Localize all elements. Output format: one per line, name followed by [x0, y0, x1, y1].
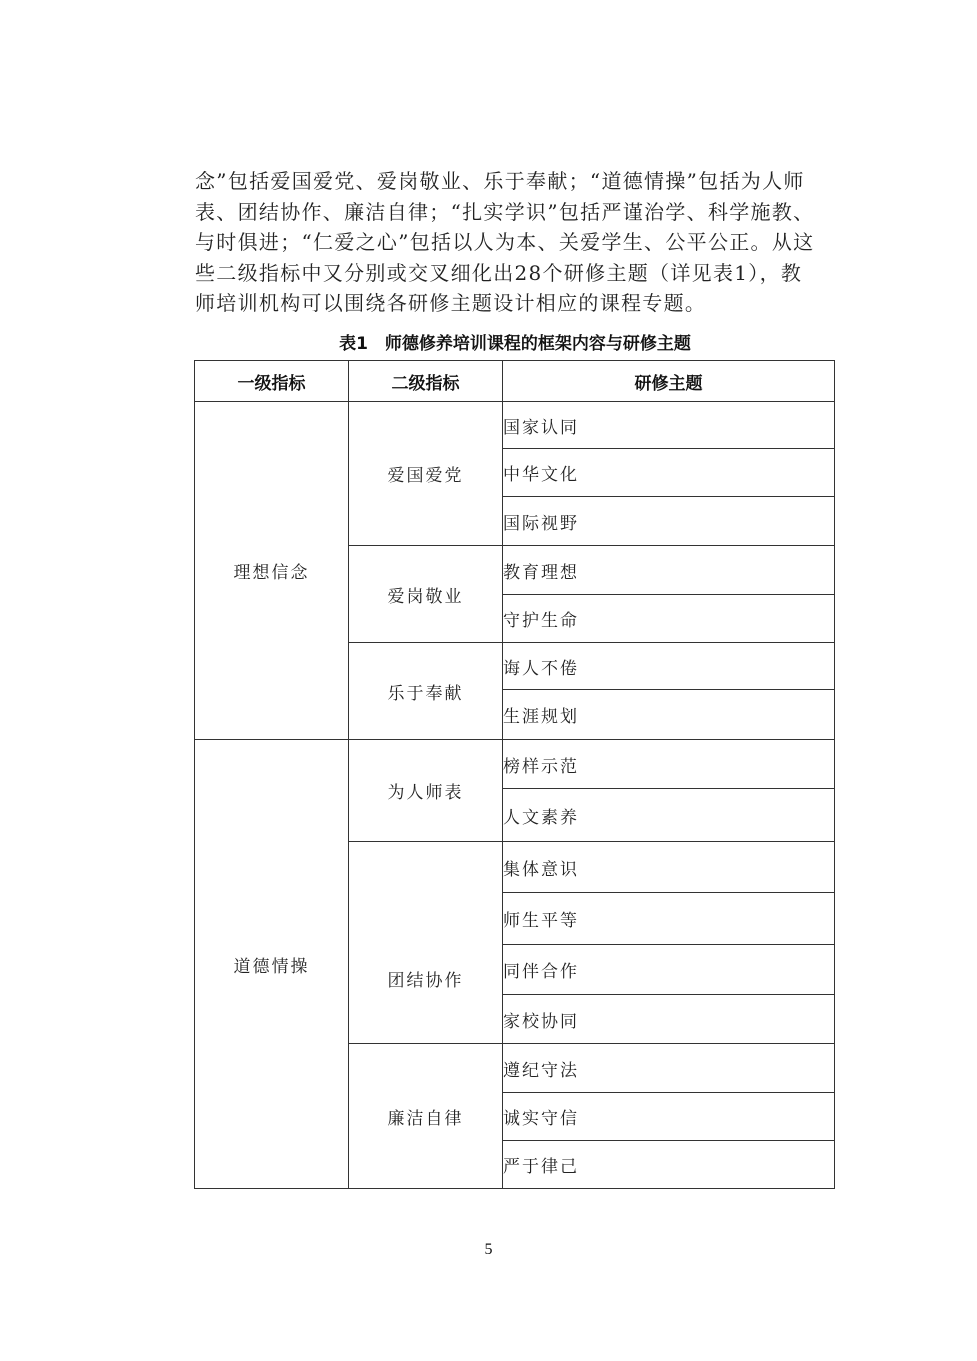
header-level2: 二级指标 — [349, 361, 503, 402]
topic-cell: 家校协同 — [503, 995, 835, 1044]
topic-cell: 榜样示范 — [503, 740, 835, 789]
table-header-row — [195, 361, 835, 402]
table-row — [195, 402, 835, 449]
table-row — [195, 740, 835, 789]
level2-cell: 爱岗敬业 — [349, 546, 503, 643]
topic-cell: 同伴合作 — [503, 945, 835, 995]
level2-cell: 为人师表 — [349, 740, 503, 842]
paragraph-line: 师培训机构可以围绕各研修主题设计相应的课程专题。 — [195, 291, 707, 315]
paragraph-line: 念”包括爱国爱党、爱岗敬业、乐于奉献；“道德情操”包括为人师 — [195, 169, 805, 193]
level2-cell: 团结协作 — [349, 842, 503, 1044]
topic-cell: 诚实守信 — [503, 1093, 835, 1141]
topic-cell: 国家认同 — [503, 402, 835, 449]
topic-cell: 师生平等 — [503, 893, 835, 945]
topic-cell: 集体意识 — [503, 842, 835, 893]
topic-cell: 生涯规划 — [503, 690, 835, 740]
paragraph-line: 些二级指标中又分别或交叉细化出28个研修主题（详见表1），教 — [195, 260, 803, 285]
page-number: 5 — [484, 1241, 493, 1258]
paragraph-line: 与时俱进；“仁爱之心”包括以人为本、关爱学生、公平公正。从这 — [195, 230, 815, 254]
topic-cell: 人文素养 — [503, 789, 835, 842]
level2-cell: 廉洁自律 — [349, 1044, 503, 1189]
level1-cell: 道德情操 — [195, 740, 349, 1189]
body-paragraph — [195, 166, 835, 319]
topic-cell: 国际视野 — [503, 497, 835, 546]
paragraph-line: 表、团结协作、廉洁自律；“扎实学识”包括严谨治学、科学施教、 — [195, 199, 815, 224]
level1-cell: 理想信念 — [195, 402, 349, 740]
topic-cell: 诲人不倦 — [503, 643, 835, 690]
header-topic: 研修主题 — [503, 361, 835, 402]
course-framework-table — [194, 360, 835, 1189]
header-level1: 一级指标 — [195, 361, 349, 402]
topic-cell: 中华文化 — [503, 449, 835, 497]
table-caption: 表1 师德修养培训课程的框架内容与研修主题 — [339, 334, 691, 354]
topic-cell: 教育理想 — [503, 546, 835, 595]
level2-cell: 爱国爱党 — [349, 402, 503, 546]
topic-cell: 严于律己 — [503, 1141, 835, 1189]
topic-cell: 遵纪守法 — [503, 1044, 835, 1093]
topic-cell: 守护生命 — [503, 595, 835, 643]
level2-cell: 乐于奉献 — [349, 643, 503, 740]
